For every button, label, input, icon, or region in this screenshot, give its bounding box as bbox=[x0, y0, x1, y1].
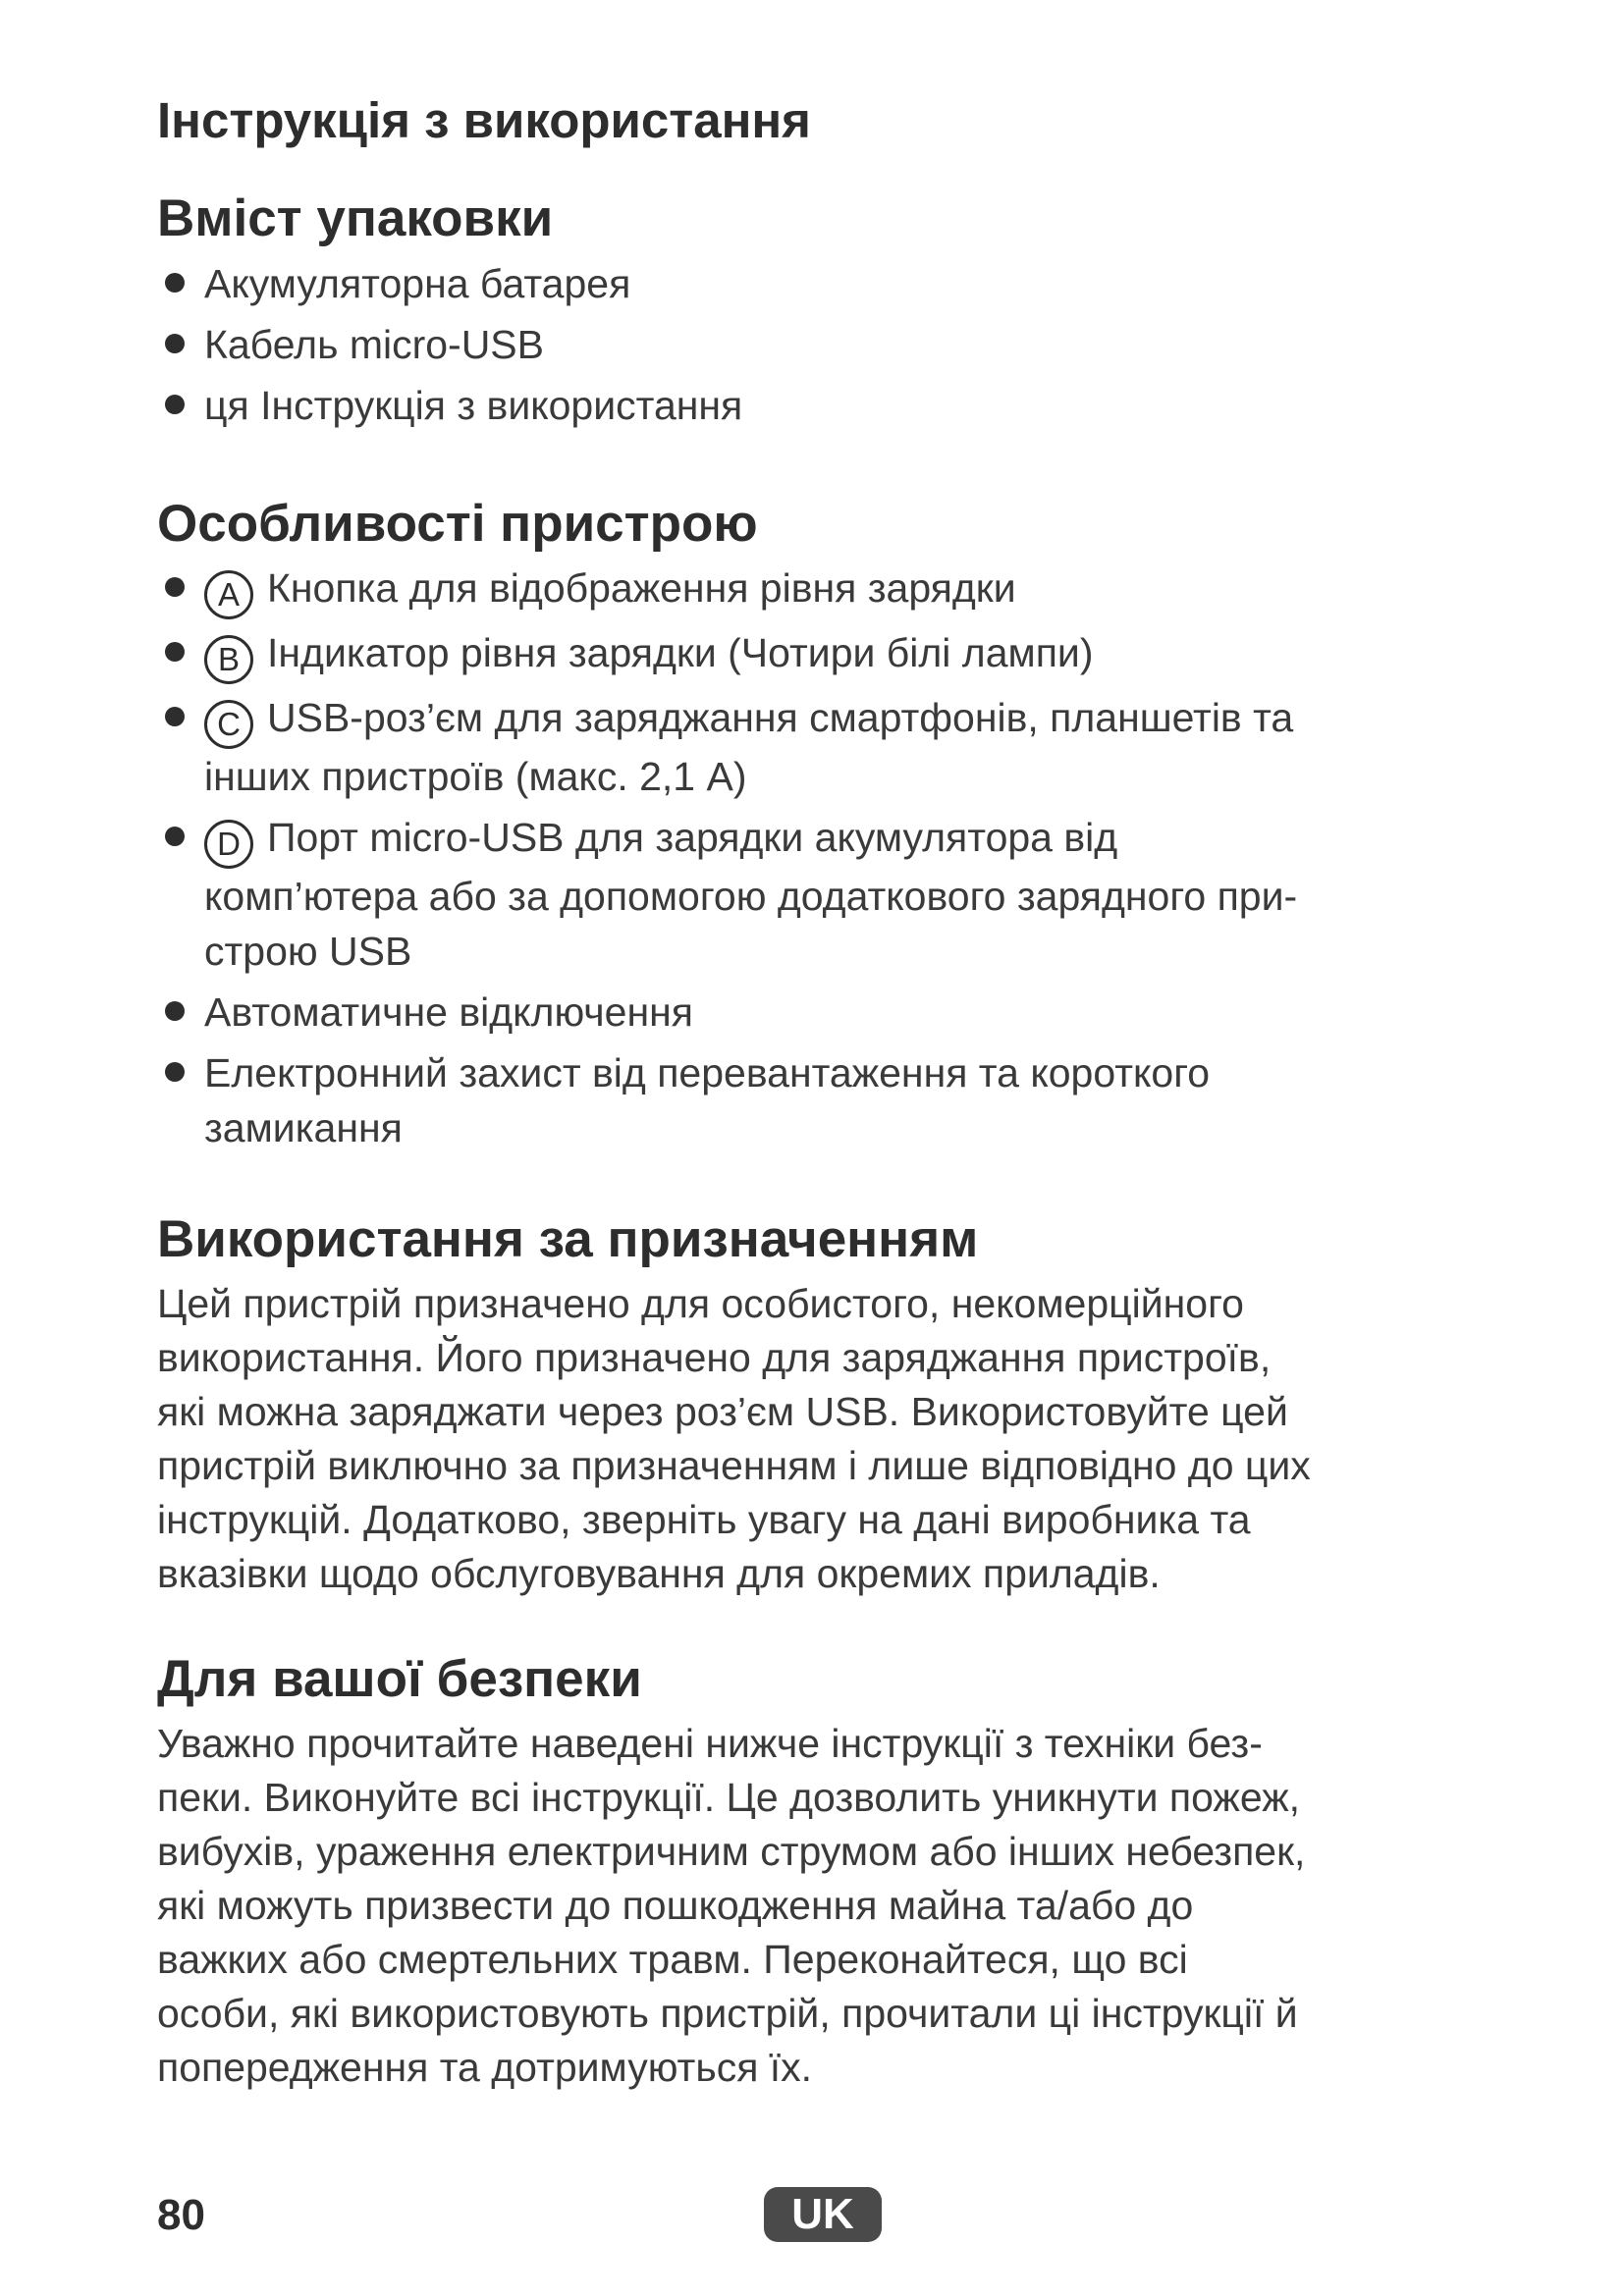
package-contents-list bbox=[157, 256, 1434, 433]
bullet-icon bbox=[165, 1001, 185, 1021]
device-features-heading: Особливості пристрою bbox=[157, 494, 758, 553]
manual-page bbox=[157, 90, 1434, 2095]
intended-use-heading: Використання за призначенням bbox=[157, 1210, 979, 1269]
bullet-icon bbox=[165, 334, 185, 353]
circled-letter-b-icon: B bbox=[204, 635, 253, 684]
list-item: ця Інструкція з використання bbox=[157, 378, 1434, 433]
document-title: Інструкція з використання bbox=[157, 92, 811, 148]
list-item: B Індикатор рівня зарядки (Чотири білі лампи) bbox=[157, 625, 1434, 684]
intended-use-paragraph: Цей пристрій призначено для особистого, некомерційного використання. Його призначено для заряджання пристроїв, які можна заряджати через роз’єм USB. Використовуйте цей пристрій виключно за призначенням і лише відповідно до цих інструкцій. Додатково, зверніть увагу на дані виробника та вказівки щодо обслуговування для окремих приладів. bbox=[157, 1280, 1311, 1596]
device-features-list bbox=[157, 561, 1434, 1155]
circled-letter-d-icon: D bbox=[204, 820, 253, 869]
list-item: D Порт micro-USB для зарядки акумулятора від комп’ютера або за допомогою додаткового зарядного при- строю USB bbox=[157, 810, 1434, 979]
list-item: C USB-роз’єм для заряджання смартфонів, планшетів та інших пристроїв (макс. 2,1 А) bbox=[157, 690, 1434, 804]
bullet-icon bbox=[165, 827, 185, 846]
safety-paragraph: Уважно прочитайте наведені нижче інструкції з техніки без- пеки. Виконуйте всі інструкції. Це дозволить уникнути пожеж, вибухів, ураження електричним струмом або інших небезпек, які можуть призвести до пошкодження майна та/або до важких або смертельних травм. Переконайтеся, що всі особи, які використовують пристрій, прочитали ці інструкції й попередження та дотримуються їх. bbox=[157, 1720, 1306, 2090]
circled-letter-a-icon: A bbox=[204, 570, 253, 619]
list-item: Електронний захист від перевантаження та короткого замикання bbox=[157, 1045, 1434, 1155]
bullet-icon bbox=[165, 642, 185, 662]
list-item: Кабель micro-USB bbox=[157, 317, 1434, 372]
bullet-icon bbox=[165, 395, 185, 414]
bullet-icon bbox=[165, 707, 185, 726]
page-number: 80 bbox=[157, 2191, 205, 2239]
list-item: Акумуляторна батарея bbox=[157, 256, 1434, 311]
package-contents-heading: Вміст упаковки bbox=[157, 189, 554, 248]
circled-letter-c-icon: C bbox=[204, 700, 253, 749]
bullet-icon bbox=[165, 577, 185, 597]
list-item: Автоматичне відключення bbox=[157, 985, 1434, 1040]
bullet-icon bbox=[165, 273, 185, 293]
list-item: A Кнопка для відображення рівня зарядки bbox=[157, 561, 1434, 619]
language-badge: UK bbox=[764, 2187, 882, 2242]
bullet-icon bbox=[165, 1062, 185, 1082]
safety-heading: Для вашої безпеки bbox=[157, 1649, 642, 1708]
